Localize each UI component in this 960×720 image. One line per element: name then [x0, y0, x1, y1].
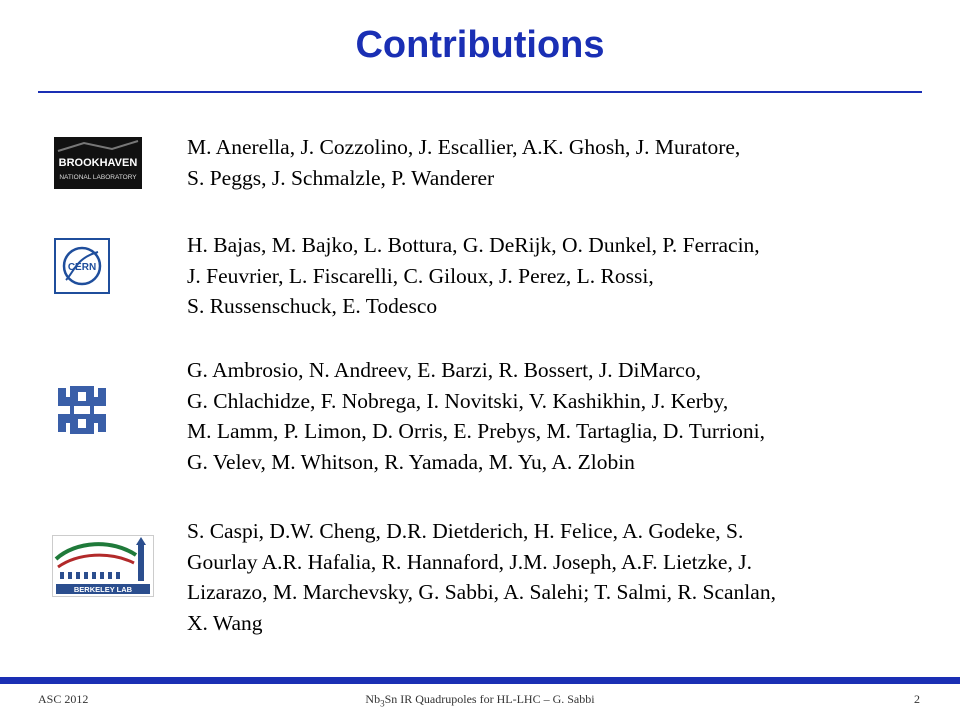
cern-logo-graphic [54, 238, 110, 294]
berkeley-lab-logo-icon [52, 535, 154, 597]
cern-logo-name: CERN [67, 262, 97, 273]
brookhaven-logo-icon [54, 137, 142, 189]
contributor-line: H. Bajas, M. Bajko, L. Bottura, G. DeRijk, O. Dunkel, P. Ferracin, [187, 233, 760, 257]
contributor-line: Gourlay A.R. Hafalia, R. Hannaford, J.M. Joseph, A.F. Lietzke, J. [187, 549, 752, 574]
fermilab-logo-icon [54, 382, 110, 438]
contributor-line: S. Caspi, D.W. Cheng, D.R. Dietderich, H. Felice, A. Godeke, S. [187, 519, 744, 543]
contributors-brookhaven [187, 132, 937, 193]
contributor-line: M. Lamm, P. Limon, D. Orris, E. Prebys, M. Tartaglia, D. Turrioni, [187, 419, 765, 443]
fermilab-logo-graphic [54, 382, 110, 438]
footer-talk-title-suffix: Sn IR Quadrupoles for HL-LHC – G. Sabbi [384, 692, 595, 706]
contributors-berkeley-lab [187, 516, 937, 638]
footer-talk-title-subscript: 3 [380, 698, 385, 709]
footer-talk-title [0, 692, 960, 708]
brookhaven-logo-name: BROOKHAVEN [58, 157, 138, 169]
contributor-line: G. Ambrosio, N. Andreev, E. Barzi, R. Bossert, J. DiMarco, [187, 358, 701, 382]
berkeley-lab-logo-name: BERKELEY LAB [73, 585, 133, 594]
contributor-line: Lizarazo, M. Marchevsky, G. Sabbi, A. Salehi; T. Salmi, R. Scanlan, [187, 580, 776, 604]
contributor-line: S. Russenschuck, E. Todesco [187, 294, 438, 318]
title-divider [38, 91, 922, 93]
footer-conference: ASC 2012 [38, 692, 89, 706]
contributors-fermilab [187, 355, 937, 477]
contributors-cern [187, 230, 937, 322]
slide-title: Contributions [355, 24, 605, 66]
page-number: 2 [914, 692, 920, 706]
brookhaven-logo-graphic [54, 137, 142, 189]
contributor-line: G. Velev, M. Whitson, R. Yamada, M. Yu, A. Zlobin [187, 449, 635, 474]
footer-bar [0, 677, 960, 684]
contributor-line: J. Feuvrier, L. Fiscarelli, C. Giloux, J. Perez, L. Rossi, [187, 263, 654, 288]
contributor-line: M. Anerella, J. Cozzolino, J. Escallier, A.K. Ghosh, J. Muratore, [187, 135, 741, 159]
brookhaven-logo-subtitle: NATIONAL LABORATORY [59, 174, 137, 181]
contributor-line: X. Wang [187, 610, 263, 635]
berkeley-lab-logo-graphic [52, 535, 154, 597]
contributor-line: G. Chlachidze, F. Nobrega, I. Novitski, V. Kashikhin, J. Kerby, [187, 388, 729, 413]
footer-talk-title-prefix: Nb [365, 692, 381, 706]
contributor-line: S. Peggs, J. Schmalzle, P. Wanderer [187, 165, 495, 190]
cern-logo-icon [54, 238, 110, 294]
